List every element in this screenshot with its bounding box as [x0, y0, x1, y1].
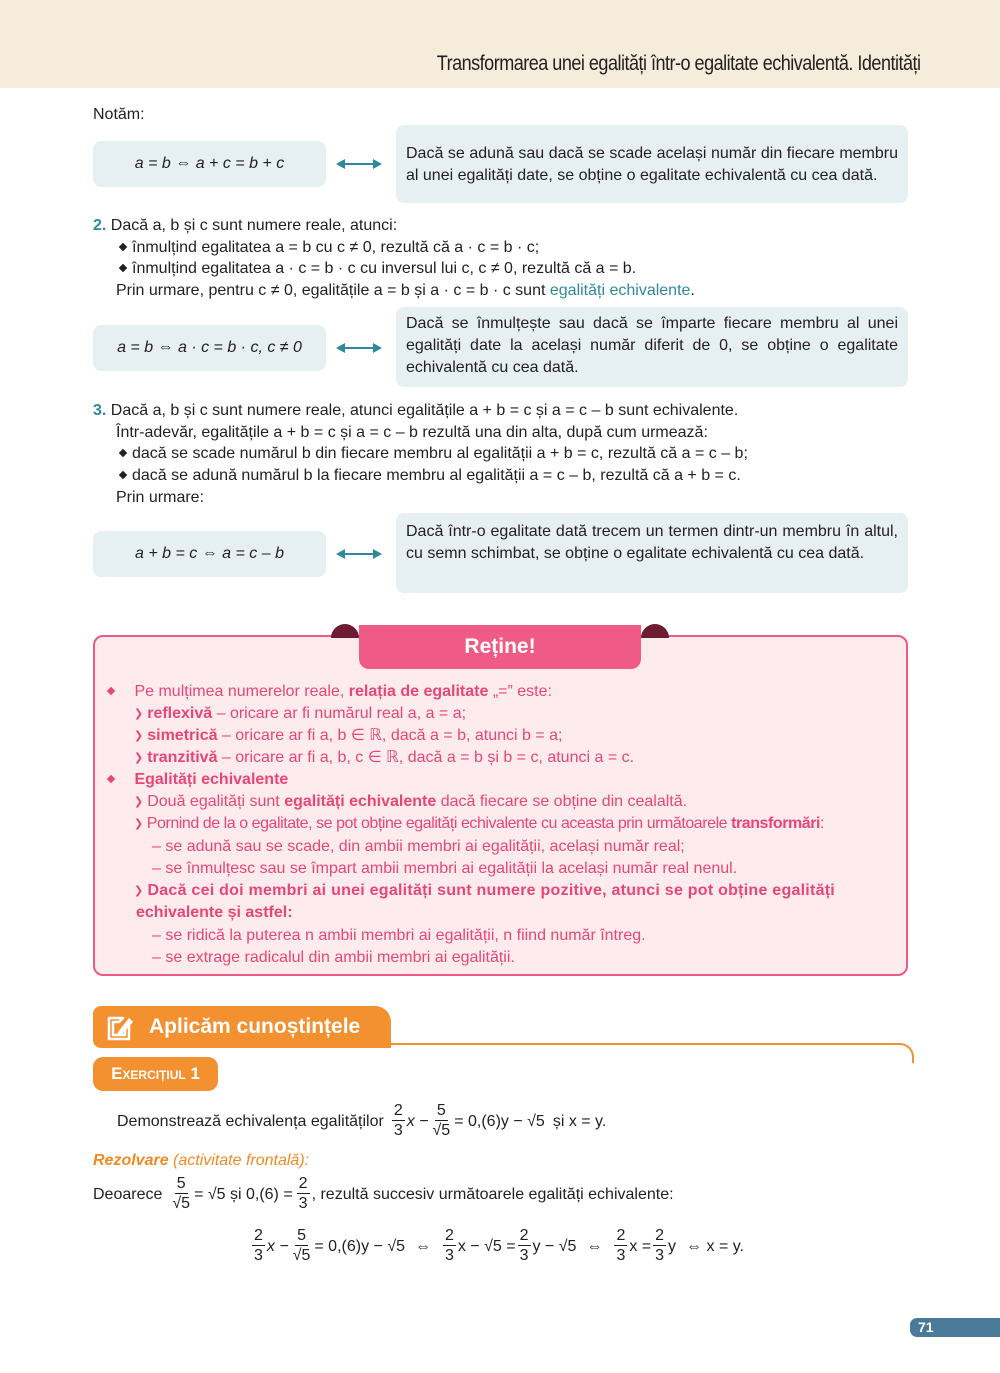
positive-text: Dacă cei doi membri ai unei egalități sunt numere pozitive, atunci se pot obține egalități	[147, 882, 835, 899]
formula-2: a = b ⇔ a · c = b · c, c ≠ 0	[117, 339, 302, 356]
formula-box-3	[93, 531, 326, 577]
positive-members-line-1	[134, 880, 835, 902]
ribbon-fold-left	[331, 624, 359, 638]
point-2-conclusion	[116, 280, 695, 302]
description-box-3: Dacă într-o egalitate dată trecem un termen dintr-un membru în altul, cu semn schimbat, se obține o egalitate echivalentă cu cea dată.	[396, 513, 908, 593]
iff-symbol: ⇔	[415, 1237, 431, 1255]
denominator: 3	[445, 1247, 454, 1264]
numerator: 2	[655, 1227, 665, 1244]
conclusion-end: .	[690, 282, 695, 299]
point-2-intro	[93, 215, 397, 237]
apply-section-header	[93, 1006, 391, 1048]
numerator: 5	[436, 1102, 446, 1119]
math-term: x −	[406, 1112, 429, 1130]
equivalent-equalities-term: egalități echivalente	[549, 282, 691, 299]
transformations-end: :	[819, 815, 824, 832]
formula-3: a + b = c ⇔ a = c – b	[135, 545, 284, 562]
because-math: = √5 și 0,(6) =	[194, 1185, 293, 1203]
point-3-intro	[93, 400, 738, 422]
page-header	[0, 0, 1000, 88]
fraction-two-thirds	[518, 1227, 531, 1266]
exercise-statement	[117, 1102, 606, 1141]
conclusion-text: Prin urmare, pentru c ≠ 0, egalitățile a = b și a · c = b · c sunt	[116, 282, 550, 299]
fraction-five-over-root-five	[431, 1102, 453, 1141]
equality-relation-term: relația de egalitate	[348, 683, 489, 700]
denominator: √5	[172, 1195, 191, 1212]
math-term: y	[668, 1237, 677, 1255]
double-arrow-icon	[336, 158, 382, 170]
positive-members-line-2: echivalente și astfel:	[136, 904, 293, 921]
property-label: reflexivă	[147, 705, 213, 722]
property-reflexive	[134, 703, 466, 725]
numerator: 2	[616, 1227, 626, 1244]
property-text: – oricare ar fi a, b ∈ ℝ, dacă a = b, atunci b = a;	[217, 727, 563, 744]
bullet-icon	[119, 243, 127, 251]
math-term: ⇔ x = y.	[686, 1237, 744, 1255]
point-2-bullet-2	[116, 258, 636, 280]
bullet-text: înmulțind egalitatea a = b cu c ≠ 0, rezultă că a · c = b · c;	[132, 239, 540, 256]
property-text: – oricare ar fi numărul real a, a = a;	[212, 705, 467, 722]
ribbon-fold-right	[641, 624, 669, 638]
point-3-line: Dacă a, b și c sunt numere reale, atunci egalitățile a + b = c și a = c – b sunt echivalente.	[110, 402, 739, 419]
property-text: – oricare ar fi a, b, c ∈ ℝ, dacă a = b și b = c, atunci a = c.	[217, 749, 635, 766]
double-arrow-icon	[336, 342, 382, 354]
bullet-text: înmulțind egalitatea a · c = b · c cu inversul lui c, c ≠ 0, rezultă că a = b.	[132, 260, 637, 277]
fraction-two-thirds	[392, 1102, 405, 1141]
statement-text: Demonstrează echivalența egalităților	[117, 1112, 384, 1130]
point-3-bullet-1	[116, 443, 748, 465]
transformation-1: – se adună sau se scade, din ambii membri ai egalității, același număr real;	[152, 838, 685, 855]
formula-box-1	[93, 141, 326, 187]
retine-item-2	[108, 769, 288, 791]
bullet-icon	[107, 775, 115, 783]
denominator: 3	[298, 1195, 308, 1212]
denominator: 3	[519, 1247, 529, 1264]
fraction-two-thirds	[614, 1227, 627, 1266]
section-divider-curve	[890, 1043, 914, 1063]
bullet-icon	[119, 264, 127, 272]
fraction-two-thirds	[443, 1227, 456, 1266]
definition-text: Două egalități sunt	[147, 793, 285, 810]
numerator: 2	[393, 1102, 403, 1119]
point-3-bullet-2	[116, 465, 741, 487]
math-term: = 0,(6)y − √5	[314, 1237, 405, 1255]
equivalence-definition	[134, 791, 687, 813]
bullet-text: dacă se adună numărul b la fiecare membru al egalității a = c – b, rezultă că a + b = c.	[132, 467, 741, 484]
solution-because-line	[93, 1175, 674, 1214]
description-box-1: Dacă se adună sau dacă se scade același număr din fiecare membru al unei egalități date, se obține o egalitate echivalentă cu cea dată.	[396, 125, 908, 203]
math-term: x −	[266, 1237, 289, 1255]
section-divider	[380, 1043, 900, 1045]
fraction-five-over-root-five	[170, 1175, 192, 1214]
chevron-right-icon: ❯	[134, 818, 143, 830]
page-title: Transformarea unei egalități într-o egalitate echivalentă. Identități	[436, 52, 920, 75]
numerator: 2	[298, 1175, 308, 1192]
chevron-right-icon: ❯	[134, 708, 144, 720]
transformations-term: transformări	[731, 815, 820, 832]
math-term: x =	[629, 1237, 652, 1255]
numerator: 5	[176, 1175, 186, 1192]
because-text: Deoarece	[93, 1185, 163, 1203]
retine-item-1	[108, 681, 552, 703]
bullet-icon	[119, 449, 127, 457]
fraction-two-thirds	[297, 1175, 310, 1214]
numerator: 5	[297, 1227, 306, 1244]
point-2-line: Dacă a, b și c sunt numere reale, atunci:	[110, 217, 398, 234]
retine-item-1-end: „=” este:	[488, 683, 552, 700]
chevron-right-icon: ❯	[134, 885, 144, 897]
statement-end: și x = y.	[552, 1112, 607, 1130]
because-end: , rezultă succesiv următoarele egalități echivalente:	[311, 1185, 674, 1203]
point-3-conclusion: Prin urmare:	[116, 489, 205, 506]
retine-item-1-text: Pe mulțimea numerelor reale,	[134, 683, 349, 700]
retine-item-2-title: Egalități echivalente	[134, 771, 289, 788]
transformations-text: Pornind de la o egalitate, se pot obține egalități echivalente cu aceasta prin următoarele	[146, 815, 732, 832]
fraction-two-thirds	[653, 1227, 666, 1266]
formula-box-2	[93, 325, 326, 371]
math-term: y − √5	[532, 1237, 577, 1255]
iff-symbol: ⇔	[586, 1237, 603, 1255]
property-symmetric	[134, 725, 563, 747]
page-number: 71	[910, 1318, 1000, 1337]
numerator: 2	[519, 1227, 529, 1244]
double-arrow-icon	[336, 548, 382, 560]
point-2-bullet-1	[116, 237, 539, 259]
point-3-number: 3.	[93, 402, 107, 419]
chevron-right-icon: ❯	[134, 796, 144, 808]
denominator: 3	[655, 1247, 665, 1264]
bullet-icon	[107, 687, 115, 695]
solution-label: Rezolvare	[93, 1152, 169, 1169]
property-label: simetrică	[147, 727, 218, 744]
bullet-text: dacă se scade numărul b din fiecare membru al egalității a + b = c, rezultă că a = c – b;	[132, 445, 748, 462]
denominator: √5	[292, 1247, 311, 1264]
statement-math: = 0,(6)y − √5	[454, 1112, 545, 1130]
equivalence-chain	[250, 1227, 744, 1266]
retine-title: Reține!	[359, 625, 641, 669]
denominator: 3	[616, 1247, 626, 1264]
chevron-right-icon: ❯	[134, 752, 144, 764]
positive-transformation-1: – se ridică la puterea n ambii membri ai egalității, n fiind număr întreg.	[152, 927, 646, 944]
point-2-number: 2.	[93, 217, 107, 234]
solution-heading	[93, 1150, 309, 1172]
math-term: x − √5 =	[457, 1237, 516, 1255]
numerator: 2	[254, 1227, 263, 1244]
transformation-2: – se înmulțesc sau se împart ambii membri ai egalității la același număr real nenul.	[152, 860, 738, 877]
denominator: √5	[432, 1122, 451, 1139]
transformations-intro	[134, 813, 824, 835]
positive-transformation-2: – se extrage radicalul din ambii membri ai egalității.	[152, 949, 515, 966]
apply-section-title: Aplicăm cunoștințele	[149, 1015, 361, 1038]
definition-end: dacă fiecare se obține din cealaltă.	[436, 793, 688, 810]
fraction-five-over-root-five	[291, 1227, 313, 1266]
pen-paper-icon	[105, 1013, 135, 1041]
solution-note: (activitate frontală):	[168, 1152, 310, 1169]
numerator: 2	[445, 1227, 454, 1244]
notam-label: Notăm:	[93, 106, 145, 123]
definition-term: egalități echivalente	[284, 793, 437, 810]
fraction-two-thirds	[252, 1227, 265, 1266]
property-transitive	[134, 747, 634, 769]
chevron-right-icon: ❯	[134, 730, 144, 742]
denominator: 3	[254, 1247, 263, 1264]
bullet-icon	[119, 471, 127, 479]
formula-1: a = b ⇔ a + c = b + c	[134, 155, 285, 172]
exercise-label: Exercițiul 1	[93, 1057, 218, 1091]
point-3-line-2: Într-adevăr, egalitățile a + b = c și a = c – b rezultă una din alta, după cum urmează:	[116, 424, 708, 441]
property-label: tranzitivă	[147, 749, 218, 766]
description-box-2: Dacă se înmulțește sau dacă se împarte fiecare membru al unei egalități date la același număr diferit de 0, se obține o egalitate echivalentă cu cea dată.	[396, 307, 908, 387]
denominator: 3	[393, 1122, 403, 1139]
